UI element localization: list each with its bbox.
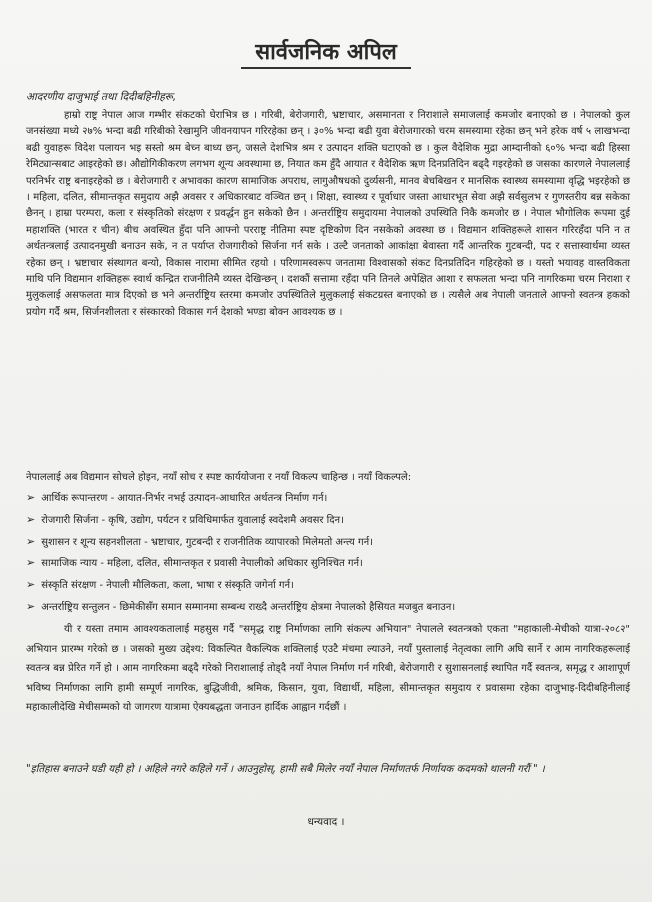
arrow-right-icon: ➢ <box>26 534 36 548</box>
slogan-quote: "इतिहास बनाउने घडी यही हो । अहिले नगरे कहिले गर्ने । आउनुहोस्, हामी सबै मिलेर नयाँ नेपाल निर्माणतर्फ निर्णायक कदमको थालनी गरौं " । <box>26 764 545 775</box>
options-list <box>26 487 630 618</box>
closing-paragraph: यी र यस्ता तमाम आवश्यकतालाई महसुस गर्दै "समृद्ध राष्ट्र निर्माणका लागि संकल्प अभियान" नेपालले स्वतन्त्रको एकता "महाकाली-मेचीको यात्रा-२०८२" अभियान प्रारम्भ गरेको छ । जसको मुख्य उद्देश्य: विकल्पित वैकल्पिक शक्तिलाई एउटै मंचमा ल्याउने, नयाँ पुस्तालाई नेतृत्वका लागि अघि सार्ने र आम नागरिकहरूलाई स्वतन्त्र बन्न प्रेरित गर्ने हो । आम नागरिकमा बढ्दै गरेको निराशालाई तोड्दै नयाँ नेपाल निर्माण गर्न गरिबी, बेरोजगारी र सुशासनलाई स्थापित गर्दै स्वतन्त्र, समृद्ध र आशापूर्ण भविष्य निर्माणका लागि हामी सम्पूर्ण नागरिक, बुद्धिजीवी, श्रमिक, किसान, युवा, विद्यार्थी, महिला, सीमान्तकृत समुदाय र प्रवासमा रहेका दाजुभाइ-दिदीबहिनीलाई महाकालीदेखि मेचीसम्मको यो जागरण यात्रामा ऐक्यबद्धता जनाउन हार्दिक आह्वान गर्दछौं । <box>26 624 630 714</box>
arrow-right-icon: ➢ <box>26 556 36 570</box>
intro-paragraph: हाम्रो राष्ट्र नेपाल आज गम्भीर संकटको घेराभित्र छ । गरिबी, बेरोजगारी, भ्रष्टाचार, असमानता र निराशाले समाजलाई कमजोर बनाएको छ । नेपालको कुल जनसंख्या मध्ये २७% भन्दा बढी गरिबीको रेखामुनि जीवनयापन गरिरहेका छन् । ३०% भन्दा बढी युवा बेरोजगारको चरम समस्यामा रहेका छन् भने हरेक वर्ष ५ लाखभन्दा बढी युवाहरू विदेश पलायन भइ सस्तो श्रम बेच्न बाध्य छन्, जसले देशभित्र श्रम र उत्पादन शक्ति घटाएको छ । कुल वैदेशिक मुद्रा आम्दानीको ६०% भन्दा बढी हिस्सा रेमिट्यान्सबाट आइरहेको छ। औद्योगिकीकरण लगभग शून्य अवस्थामा छ, नियात कम हुँदै आयात र वैदेशिक ऋण दिनप्रतिदिन बढ्दै गइरहेको छ जसका कारणले नेपाललाई परनिर्भर राष्ट्र बनाइरहेको छ । बेरोजगारी र अभावका कारण सामाजिक अपराध, लागुऔषधको दुर्व्यसनी, मानव बेचबिखन र मानसिक स्वास्थ्य समस्यामा वृद्धि भइरहेको छ । महिला, दलित, सीमान्तकृत समुदाय अझै अवसर र अधिकारबाट वञ्चित छन् । शिक्षा, स्वास्थ्य र पूर्वाधार जस्ता आधारभूत सेवा अझै सर्वसुलभ र गुणस्तरीय बन्न सकेका छैनन् । हाम्रा परम्परा, कला र संस्कृतिको संरक्षण र प्रवर्द्धन हुन सकेको छैन । अन्तर्राष्ट्रिय समुदायमा नेपालको उपस्थिति निकै कमजोर छ । नेपाल भौगोलिक रूपमा दुई महाशक्ति (भारत र चीन) बीच अवस्थित हुँदा पनि आफ्नो परराष्ट्र नीतिमा स्पष्ट दृष्टिकोण दिन नसकेको अवस्था छ । विद्यमान शक्तिहरूले शासन गरिरहँदा पनि न त अर्थतन्त्रलाई उत्पादनमुखी बनाउन सके, न त पर्याप्त रोजगारीको सिर्जना गर्न सके । उल्टै जनताको आकांक्षा बेवास्ता गर्दै आन्तरिक गुटबन्दी, पद र सत्तास्वार्थमा व्यस्त रहेका छन् । भ्रष्टाचार संस्थागत बन्यो, विकास नारामा सीमित रहयो । परिणामस्वरूप जनतामा विश्वासको संकट दिनप्रतिदिन गहिरहेको छ । यस्तो भयावह वास्तविकता माथि पनि विद्यमान शक्तिहरू स्वार्थ कन्द्रित राजनीतिमै व्यस्त देखिन्छन् । दशकौं सत्तामा रहँदा पनि तिनले अपेक्षित आशा र सफलता भन्दा पनि नागरिकमा चरम निराशा र मुलुकलाई असफलता मात्र दिएको छ भने अन्तर्राष्ट्रिय स्तरमा कमजोर उपस्थितिले मुलुकलाई संकटग्रस्त बनाएको छ । त्यसैले अब नेपाली जनताले आफ्नो स्वतन्त्र हकको प्रयोग गर्दै श्रम, सिर्जनशीलता र संस्कारको विकास गर्न देशको भण्डा बोक्न आवश्यक छ । <box>26 110 630 318</box>
arrow-right-icon: ➢ <box>26 578 36 592</box>
option-item: ➢ सुशासन र शून्य सहनशीलता - भ्रष्टाचार, गुटबन्दी र राजनीतिक व्यापारको मिलेमतो अन्त्य गर्न। <box>26 534 373 548</box>
thanks-note: धन्यवाद । <box>307 816 345 828</box>
option-item: ➢ अन्तर्राष्ट्रिय सन्तुलन - छिमेकीसँग समान सम्मानमा सम्बन्ध राख्दै अन्तर्राष्ट्रिय क्षेत्रमा नेपालको हैसियत मजबुत बनाउन। <box>26 599 456 613</box>
option-item: ➢ आर्थिक रूपान्तरण - आयात-निर्भर नभई उत्पादन-आधारित अर्थतन्त्र निर्माण गर्न। <box>26 491 328 504</box>
salutation: आदरणीय दाजुभाई तथा दिदीबहिनीहरू, <box>26 91 177 103</box>
options-lead: नेपाललाई अब विद्यमान सोचले होइन, नयाँ सोच र स्पष्ट कार्ययोजना र नयाँ विकल्प चाहिन्छ । नयाँ विकल्पले: <box>26 472 412 483</box>
arrow-right-icon: ➢ <box>26 599 36 613</box>
arrow-right-icon: ➢ <box>26 512 36 526</box>
option-item: ➢ रोजगारी सिर्जना - कृषि, उद्योग, पर्यटन र प्रविधिमार्फत युवालाई स्वदेशमै अवसर दिन। <box>26 512 344 526</box>
letter-title: सार्वजनिक अपिल <box>0 36 652 66</box>
arrow-right-icon: ➢ <box>26 491 36 504</box>
option-item: ➢ संस्कृति संरक्षण - नेपाली मौलिकता, कला, भाषा र संस्कृति जगेर्ना गर्न। <box>26 578 294 592</box>
option-item: ➢ सामाजिक न्याय - महिला, दलित, सीमान्तकृत र प्रवासी नेपालीको अधिकार सुनिश्चित गर्न। <box>26 556 363 570</box>
